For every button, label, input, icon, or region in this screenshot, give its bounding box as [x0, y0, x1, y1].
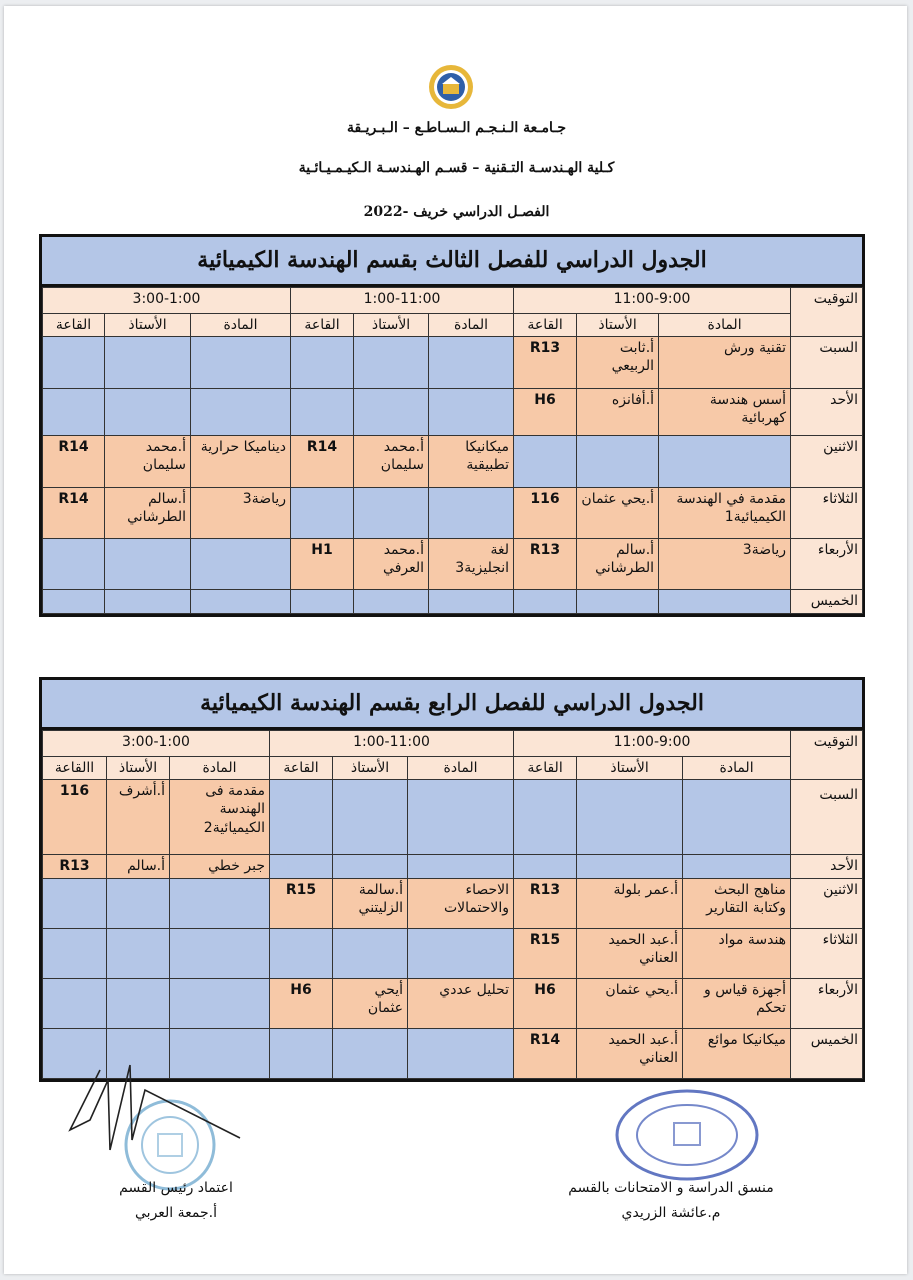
day-label: الثلاثاء	[791, 929, 863, 979]
teacher-cell: أ.عبد الحميد العناني	[577, 929, 683, 979]
teacher-cell: أيحي عثمان	[333, 979, 408, 1029]
room-cell: R14	[514, 1029, 577, 1079]
teacher-cell: أ.سالم	[107, 855, 170, 879]
empty-cell	[270, 780, 333, 855]
teacher-cell: أ.أشرف	[107, 780, 170, 855]
slot-header: 11:00-9:00	[514, 288, 791, 314]
room-cell: R14	[43, 488, 105, 539]
empty-cell	[354, 337, 429, 389]
slot-header: 1:00-11:00	[291, 288, 514, 314]
col-subject: المادة	[429, 314, 514, 337]
empty-cell	[170, 879, 270, 929]
room-cell: R15	[270, 879, 333, 929]
empty-cell	[270, 929, 333, 979]
subject-cell: أجهزة قياس و تحكم	[683, 979, 791, 1029]
room-cell: 116	[43, 780, 107, 855]
room-cell: R15	[514, 929, 577, 979]
empty-cell	[105, 590, 191, 614]
table-row	[43, 539, 863, 590]
teacher-cell: أ.محمد سليمان	[354, 436, 429, 488]
empty-cell	[291, 488, 354, 539]
table-row	[43, 929, 863, 979]
room-cell: H6	[514, 389, 577, 436]
teacher-cell: أ.يحي عثمان	[577, 979, 683, 1029]
empty-cell	[429, 488, 514, 539]
schedule-title: الجدول الدراسي للفصل الثالث بقسم الهندسة الكيميائية	[42, 237, 862, 287]
subject-cell: جبر خطي	[170, 855, 270, 879]
day-label: الاثنين	[791, 879, 863, 929]
teacher-cell: أ.عبد الحميد العناني	[577, 1029, 683, 1079]
teacher-cell: أ.سالم الطرشاني	[577, 539, 659, 590]
day-label: الخميس	[791, 590, 863, 614]
col-room: االقاعة	[43, 757, 107, 780]
schedule-title: الجدول الدراسي للفصل الرابع بقسم الهندسة الكيميائية	[42, 680, 862, 730]
empty-cell	[105, 389, 191, 436]
subject-cell: ميكانيكا موائع	[683, 1029, 791, 1079]
empty-cell	[683, 780, 791, 855]
schedule-semester-3	[39, 234, 865, 617]
col-room: القاعة	[43, 314, 105, 337]
room-cell: R13	[514, 337, 577, 389]
empty-cell	[354, 590, 429, 614]
subject-cell: رياضة3	[659, 539, 791, 590]
day-label: الأحد	[791, 389, 863, 436]
empty-cell	[514, 590, 577, 614]
empty-cell	[43, 389, 105, 436]
empty-cell	[577, 436, 659, 488]
empty-cell	[408, 1029, 514, 1079]
empty-cell	[514, 855, 577, 879]
day-label: السبت	[791, 337, 863, 389]
empty-cell	[291, 590, 354, 614]
room-cell: H6	[270, 979, 333, 1029]
col-room: القاعة	[270, 757, 333, 780]
empty-cell	[333, 855, 408, 879]
empty-cell	[43, 539, 105, 590]
slot-header: 11:00-9:00	[514, 731, 791, 757]
time-label: التوقيت	[791, 288, 863, 337]
coordinator-title: منسق الدراسة و الامتحانات بالقسم	[568, 1180, 774, 1196]
subject-cell: هندسة مواد	[683, 929, 791, 979]
table-row	[43, 979, 863, 1029]
empty-cell	[270, 1029, 333, 1079]
empty-cell	[408, 780, 514, 855]
head-name: أ.جمعة العربي	[135, 1205, 217, 1221]
room-cell: R13	[514, 539, 577, 590]
slot-header: 3:00-1:00	[43, 731, 270, 757]
table-row	[43, 337, 863, 389]
subject-cell: رياضة3	[191, 488, 291, 539]
col-room: القاعة	[514, 314, 577, 337]
signature-scribble	[60, 1060, 260, 1160]
empty-cell	[107, 879, 170, 929]
day-label: السبت	[791, 780, 863, 855]
table-row	[43, 780, 863, 855]
room-cell: R14	[291, 436, 354, 488]
col-teacher: الأستاذ	[105, 314, 191, 337]
col-room: القاعة	[514, 757, 577, 780]
subject-cell: تحليل عددي	[408, 979, 514, 1029]
day-label: الأربعاء	[791, 979, 863, 1029]
teacher-cell: أ.سالمة الزليتني	[333, 879, 408, 929]
schedule-table	[42, 730, 863, 1079]
col-subject: المادة	[170, 757, 270, 780]
teacher-cell: أ.يحي عثمان	[577, 488, 659, 539]
empty-cell	[408, 855, 514, 879]
empty-cell	[408, 929, 514, 979]
empty-cell	[291, 389, 354, 436]
col-teacher: الأستاذ	[107, 757, 170, 780]
col-teacher: الأستاذ	[577, 757, 683, 780]
time-label: التوقيت	[791, 731, 863, 780]
empty-cell	[429, 337, 514, 389]
subject-cell: مقدمة في الهندسة الكيميائية1	[659, 488, 791, 539]
table-row	[43, 879, 863, 929]
room-cell: R14	[43, 436, 105, 488]
empty-cell	[191, 590, 291, 614]
subject-cell: أسس هندسة كهربائية	[659, 389, 791, 436]
col-teacher: الأستاذ	[577, 314, 659, 337]
table-row	[43, 855, 863, 879]
teacher-cell: أ.محمد سليمان	[105, 436, 191, 488]
room-cell: R13	[514, 879, 577, 929]
col-subject: المادة	[683, 757, 791, 780]
day-label: الأحد	[791, 855, 863, 879]
room-cell: R13	[43, 855, 107, 879]
subject-cell: لغة انجليزية3	[429, 539, 514, 590]
empty-cell	[514, 436, 577, 488]
col-room: القاعة	[291, 314, 354, 337]
empty-cell	[683, 855, 791, 879]
col-subject: المادة	[191, 314, 291, 337]
university-logo	[428, 64, 474, 110]
subject-cell: ميكانيكا تطبيقية	[429, 436, 514, 488]
slot-header: 3:00-1:00	[43, 288, 291, 314]
empty-cell	[354, 488, 429, 539]
empty-cell	[43, 979, 107, 1029]
teacher-cell: أ.أفانزه	[577, 389, 659, 436]
col-teacher: الأستاذ	[333, 757, 408, 780]
empty-cell	[105, 337, 191, 389]
empty-cell	[354, 389, 429, 436]
day-label: الخميس	[791, 1029, 863, 1079]
table-row	[43, 436, 863, 488]
schedule-table	[42, 287, 863, 614]
room-cell: H6	[514, 979, 577, 1029]
coordinator-name: م.عائشة الزريدي	[621, 1205, 721, 1221]
empty-cell	[333, 1029, 408, 1079]
empty-cell	[659, 590, 791, 614]
col-subject: المادة	[408, 757, 514, 780]
empty-cell	[429, 590, 514, 614]
department-stamp	[612, 1085, 762, 1185]
empty-cell	[107, 929, 170, 979]
teacher-cell: أ.محمد العرفي	[354, 539, 429, 590]
empty-cell	[333, 780, 408, 855]
empty-cell	[43, 929, 107, 979]
table-row	[43, 488, 863, 539]
semester-label: الفصـل الدراسي خريف -2022	[363, 204, 550, 220]
empty-cell	[43, 337, 105, 389]
day-label: الثلاثاء	[791, 488, 863, 539]
empty-cell	[659, 436, 791, 488]
head-signature	[96, 1176, 256, 1226]
subject-cell: تقنية ورش	[659, 337, 791, 389]
table-row	[43, 389, 863, 436]
empty-cell	[577, 780, 683, 855]
empty-cell	[191, 539, 291, 590]
subject-cell: مناهج البحث وكتابة التقارير	[683, 879, 791, 929]
room-cell: 116	[514, 488, 577, 539]
empty-cell	[107, 979, 170, 1029]
day-label: الاثنين	[791, 436, 863, 488]
empty-cell	[170, 929, 270, 979]
empty-cell	[514, 780, 577, 855]
head-title: اعتماد رئيس القسم	[119, 1180, 233, 1196]
empty-cell	[333, 929, 408, 979]
empty-cell	[577, 590, 659, 614]
empty-cell	[43, 879, 107, 929]
empty-cell	[191, 337, 291, 389]
slot-header: 1:00-11:00	[270, 731, 514, 757]
subject-cell: الاحصاء والاحتمالات	[408, 879, 514, 929]
empty-cell	[105, 539, 191, 590]
empty-cell	[43, 590, 105, 614]
teacher-cell: أ.عمر بلولة	[577, 879, 683, 929]
university-name: جـامـعة الـنـجـم الـسـاطـع – الـبـريـقة	[346, 120, 567, 136]
empty-cell	[191, 389, 291, 436]
coordinator-signature	[551, 1176, 791, 1226]
faculty-name: كـلية الهـندسـة التـقنية – قسـم الهـندسـة الـكيـمـيـائـية	[298, 160, 615, 176]
empty-cell	[429, 389, 514, 436]
col-subject: المادة	[659, 314, 791, 337]
room-cell: H1	[291, 539, 354, 590]
col-teacher: الأستاذ	[354, 314, 429, 337]
empty-cell	[270, 855, 333, 879]
schedule-semester-4	[39, 677, 865, 1082]
table-row	[43, 590, 863, 614]
subject-cell: مقدمة فى الهندسة الكيميائية2	[170, 780, 270, 855]
teacher-cell: أ.سالم الطرشاني	[105, 488, 191, 539]
empty-cell	[291, 337, 354, 389]
subject-cell: ديناميكا حرارية	[191, 436, 291, 488]
teacher-cell: أ.ثابت الربيعي	[577, 337, 659, 389]
day-label: الأربعاء	[791, 539, 863, 590]
empty-cell	[170, 979, 270, 1029]
empty-cell	[577, 855, 683, 879]
